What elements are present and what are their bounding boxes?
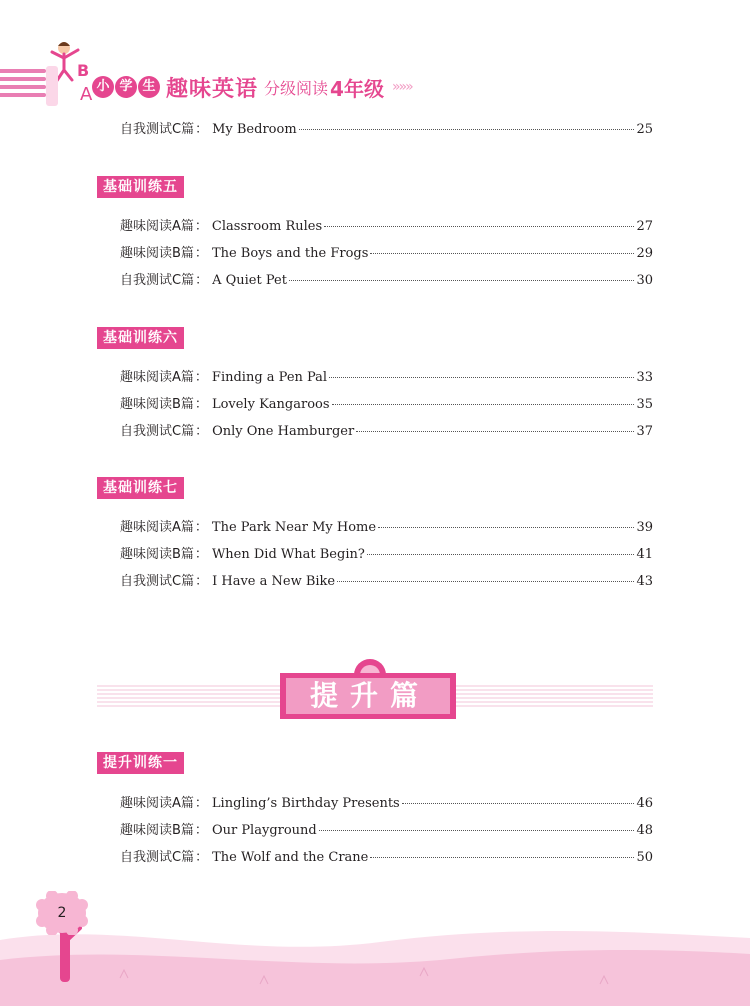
header-grade: 4年级 bbox=[330, 76, 384, 101]
toc-entry-page: 43 bbox=[636, 574, 653, 589]
toc-colon: ： bbox=[195, 574, 209, 589]
toc-entry-title: The Wolf and the Crane bbox=[212, 850, 369, 865]
toc-colon: ： bbox=[194, 219, 208, 234]
toc-colon: ： bbox=[194, 796, 208, 811]
toc-colon: ： bbox=[194, 547, 208, 562]
toc-entry-label: 自我测试C篇 bbox=[120, 424, 195, 439]
section-heading: 提升训练一 bbox=[97, 752, 184, 774]
toc-leader-dots bbox=[356, 431, 634, 432]
toc-entry-title: Classroom Rules bbox=[211, 219, 323, 234]
toc-entry-title: I Have a New Bike bbox=[212, 574, 336, 589]
bubble-char: 生 bbox=[138, 76, 160, 98]
part-banner-title: 提升篇 bbox=[309, 679, 430, 712]
toc-entry-title: When Did What Begin? bbox=[211, 547, 365, 562]
toc-entry[interactable] bbox=[120, 366, 653, 386]
toc-entry-page: 27 bbox=[636, 219, 653, 234]
toc-entry-label: 趣味阅读B篇 bbox=[120, 246, 194, 261]
toc-entry-page: 39 bbox=[636, 520, 653, 535]
toc-leader-dots bbox=[319, 830, 635, 831]
toc-entry[interactable] bbox=[120, 846, 653, 866]
toc-entry-title: Finding a Pen Pal bbox=[211, 370, 328, 385]
toc-entry[interactable] bbox=[120, 819, 653, 839]
page-header bbox=[0, 40, 750, 110]
bubble-char: 学 bbox=[115, 76, 137, 98]
toc-leader-dots bbox=[370, 857, 634, 858]
toc-entry-title: A Quiet Pet bbox=[212, 273, 287, 288]
toc-leader-dots bbox=[289, 280, 635, 281]
toc-entry[interactable] bbox=[120, 792, 653, 812]
header-bubble-text bbox=[92, 76, 160, 98]
toc-entry-page: 30 bbox=[636, 273, 653, 288]
page-number: 2 bbox=[57, 905, 67, 921]
toc-entry-page: 37 bbox=[636, 424, 653, 439]
toc-entry-title: Lovely Kangaroos bbox=[211, 397, 330, 412]
header-subtitle: 分级阅读 bbox=[264, 78, 329, 98]
footer-landscape bbox=[0, 880, 750, 1006]
section-heading: 基础训练七 bbox=[97, 477, 184, 499]
toc-colon: ： bbox=[195, 273, 209, 288]
toc-entry-label: 趣味阅读A篇 bbox=[120, 796, 194, 811]
toc-entry-label: 趣味阅读A篇 bbox=[120, 370, 194, 385]
toc-leader-dots bbox=[370, 253, 634, 254]
toc-entry[interactable] bbox=[120, 242, 653, 262]
toc-colon: ： bbox=[194, 397, 208, 412]
toc-entry[interactable] bbox=[120, 516, 653, 536]
toc-colon: ： bbox=[195, 122, 209, 137]
toc-entry-label: 趣味阅读A篇 bbox=[120, 219, 194, 234]
toc-entry[interactable] bbox=[120, 393, 653, 413]
toc-entry-page: 33 bbox=[636, 370, 653, 385]
toc-entry-title: Lingling’s Birthday Presents bbox=[211, 796, 400, 811]
toc-entry-title: My Bedroom bbox=[212, 122, 297, 137]
section-heading: 基础训练六 bbox=[97, 327, 184, 349]
toc-entry-page: 41 bbox=[636, 547, 653, 562]
toc-colon: ： bbox=[194, 520, 208, 535]
toc-entry-title: The Park Near My Home bbox=[211, 520, 377, 535]
toc-colon: ： bbox=[195, 424, 209, 439]
toc-entry-title: Only One Hamburger bbox=[212, 424, 355, 439]
header-arrows-icon: »»» bbox=[391, 79, 412, 95]
toc-entry-page: 50 bbox=[636, 850, 653, 865]
mascot-letter-a: A bbox=[80, 84, 93, 105]
toc-entry[interactable] bbox=[120, 215, 653, 235]
toc-leader-dots bbox=[337, 581, 634, 582]
toc-entry-page: 29 bbox=[636, 246, 653, 261]
toc-entry-label: 趣味阅读B篇 bbox=[120, 547, 194, 562]
toc-entry[interactable] bbox=[120, 118, 653, 138]
toc-entry-title: The Boys and the Frogs bbox=[211, 246, 369, 261]
toc-colon: ： bbox=[194, 246, 208, 261]
toc-entry-label: 自我测试C篇 bbox=[120, 574, 195, 589]
toc-entry-page: 46 bbox=[636, 796, 653, 811]
toc-entry[interactable] bbox=[120, 420, 653, 440]
toc-entry-label: 自我测试C篇 bbox=[120, 850, 195, 865]
toc-leader-dots bbox=[367, 554, 635, 555]
bubble-char: 小 bbox=[92, 76, 114, 98]
toc-leader-dots bbox=[402, 803, 635, 804]
section-heading: 基础训练五 bbox=[97, 176, 184, 198]
header-title bbox=[92, 72, 412, 102]
toc-entry-label: 趣味阅读B篇 bbox=[120, 397, 194, 412]
toc-entry-label: 自我测试C篇 bbox=[120, 273, 195, 288]
toc-colon: ： bbox=[195, 850, 209, 865]
mascot-letter-b: B bbox=[77, 61, 90, 80]
toc-entry-page: 48 bbox=[636, 823, 653, 838]
toc-leader-dots bbox=[299, 129, 635, 130]
toc-entry[interactable] bbox=[120, 269, 653, 289]
toc-entry-label: 趣味阅读A篇 bbox=[120, 520, 194, 535]
toc-entry[interactable] bbox=[120, 543, 653, 563]
toc-leader-dots bbox=[329, 377, 634, 378]
toc-leader-dots bbox=[324, 226, 634, 227]
toc-entry[interactable] bbox=[120, 570, 653, 590]
toc-entry-title: Our Playground bbox=[211, 823, 317, 838]
header-stripes bbox=[0, 69, 46, 109]
toc-entry-page: 25 bbox=[636, 122, 653, 137]
toc-entry-label: 自我测试C篇 bbox=[120, 122, 195, 137]
toc-leader-dots bbox=[332, 404, 635, 405]
header-main-title: 趣味英语 bbox=[166, 76, 259, 102]
toc-colon: ： bbox=[194, 370, 208, 385]
toc-colon: ： bbox=[194, 823, 208, 838]
toc-entry-page: 35 bbox=[636, 397, 653, 412]
toc-leader-dots bbox=[378, 527, 634, 528]
toc-entry-label: 趣味阅读B篇 bbox=[120, 823, 194, 838]
